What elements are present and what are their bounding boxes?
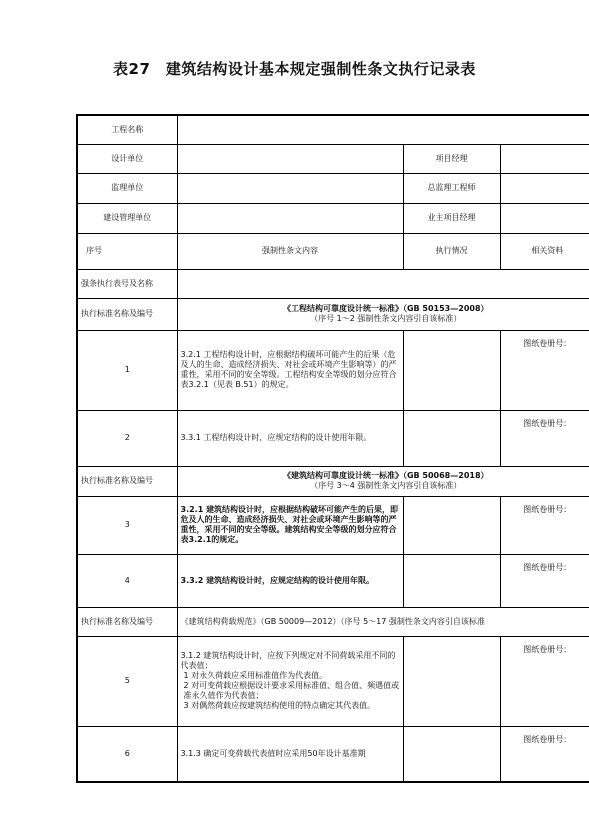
label-std-2: 执行标准名称及编号: [77, 466, 177, 496]
std-2-title: 《建筑结构可靠度设计统一标准》（GB 50068—2018）: [282, 471, 489, 480]
content-4: 3.3.2 建筑结构设计时，应规定结构的设计使用年限。: [177, 554, 403, 607]
label-std-1: 执行标准名称及编号: [77, 298, 177, 330]
content-5-line-2: 1 对永久荷载应采用标准值作为代表值。: [183, 671, 328, 680]
row-project-name: [77, 115, 589, 144]
label-std-code: 强条执行表号及名称: [77, 269, 177, 298]
std-2-note: （序号 3～4 强制性条文内容引自该标准）: [310, 481, 462, 490]
label-chief-supervisor: 总监理工程师: [403, 173, 500, 203]
std-1-title: 《工程结构可靠度设计统一标准》（GB 50153—2008）: [282, 304, 489, 313]
table-row: [77, 636, 589, 726]
value-owner-project-manager[interactable]: [500, 203, 589, 233]
std-3: 《建筑结构荷载规范》（GB 50009—2012）（序号 5～17 强制性条文内容引自该标准: [177, 607, 589, 636]
table-row: [77, 726, 589, 782]
seq-2: 2: [77, 410, 177, 466]
label-project-name: 工程名称: [77, 115, 177, 144]
page-title: 表27 建筑结构设计基本规定强制性条文执行记录表: [113, 60, 476, 78]
col-header-docs: 相关资料: [500, 233, 589, 269]
seq-1: 1: [77, 330, 177, 410]
row-std-2: [77, 466, 589, 496]
status-3[interactable]: [403, 496, 500, 554]
std-2: [177, 466, 589, 496]
ref-1[interactable]: 图纸卷册号：: [500, 330, 589, 410]
label-owner-project-manager: 业主项目经理: [403, 203, 500, 233]
value-construction-mgmt-unit[interactable]: [177, 203, 403, 233]
label-supervision-unit: 监理单位: [77, 173, 177, 203]
ref-5[interactable]: 图纸卷册号：: [500, 636, 589, 726]
content-6: 3.1.3 确定可变荷载代表值时应采用50年设计基准期: [177, 726, 403, 782]
col-header-seq: 序号: [77, 233, 177, 269]
content-5: [177, 636, 403, 726]
status-1[interactable]: [403, 330, 500, 410]
label-project-manager: 项目经理: [403, 144, 500, 173]
ref-2[interactable]: 图纸卷册号：: [500, 410, 589, 466]
value-project-name[interactable]: [177, 115, 589, 144]
ref-4[interactable]: 图纸卷册号：: [500, 554, 589, 607]
row-std-code: [77, 269, 589, 298]
seq-6: 6: [77, 726, 177, 782]
content-5-line-1: 3.1.2 建筑结构设计时，应按下列规定对不同荷载采用不同的代表值：: [180, 651, 396, 670]
status-4[interactable]: [403, 554, 500, 607]
content-5-line-4: 3 对偶然荷载应按建筑结构使用的特点确定其代表值。: [183, 701, 376, 710]
value-supervision-unit[interactable]: [177, 173, 403, 203]
content-1: 3.2.1 工程结构设计时，应根据结构破坏可能产生的后果（危及人的生命、造成经济损失、对社会或环境产生影响等）的严重性，采用不同的安全等级。工程结构安全等级的划分应符合表3.2.1（见表 B.51）的规定。: [177, 330, 403, 410]
col-header-status: 执行情况: [403, 233, 500, 269]
record-table: [76, 114, 589, 783]
seq-4: 4: [77, 554, 177, 607]
row-construction-mgmt: [77, 203, 589, 233]
label-construction-mgmt-unit: 建设管理单位: [77, 203, 177, 233]
row-column-headers: [77, 233, 589, 269]
std-1-note: （序号 1～2 强制性条文内容引自该标准）: [310, 314, 462, 323]
ref-3[interactable]: 图纸卷册号：: [500, 496, 589, 554]
value-chief-supervisor[interactable]: [500, 173, 589, 203]
table-row: [77, 410, 589, 466]
table-row: [77, 330, 589, 410]
row-design-unit: [77, 144, 589, 173]
content-2: 3.3.1 工程结构设计时，应规定结构的设计使用年限。: [177, 410, 403, 466]
col-header-content: 强制性条文内容: [177, 233, 403, 269]
status-5[interactable]: [403, 636, 500, 726]
status-2[interactable]: [403, 410, 500, 466]
value-project-manager[interactable]: [500, 144, 589, 173]
row-supervision-unit: [77, 173, 589, 203]
seq-5: 5: [77, 636, 177, 726]
label-std-3: 执行标准名称及编号: [77, 607, 177, 636]
table-row: [77, 496, 589, 554]
value-design-unit[interactable]: [177, 144, 403, 173]
row-std-3: [77, 607, 589, 636]
seq-3: 3: [77, 496, 177, 554]
content-3: 3.2.1 建筑结构设计时，应根据结构破坏可能产生的后果，即危及人的生命、造成经济损失、对社会或环境产生影响等的严重性，采用不同的安全等级。建筑结构安全等级的划分应符合表3.2.1的规定。: [177, 496, 403, 554]
row-std-1: [77, 298, 589, 330]
status-6[interactable]: [403, 726, 500, 782]
content-5-line-3: 2 对可变荷载应根据设计要求采用标准值、组合值、频遇值或准永久值作为代表值；: [183, 681, 400, 700]
std-1: [177, 298, 589, 330]
label-design-unit: 设计单位: [77, 144, 177, 173]
table-row: [77, 554, 589, 607]
value-std-code[interactable]: [177, 269, 589, 298]
ref-6[interactable]: 图纸卷册号：: [500, 726, 589, 782]
